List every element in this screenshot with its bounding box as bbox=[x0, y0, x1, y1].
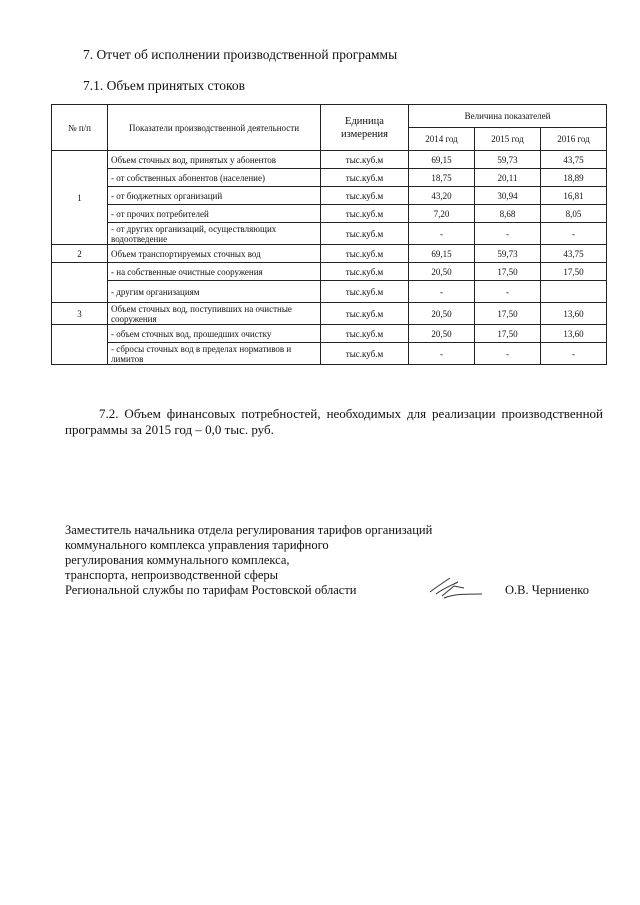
table-row bbox=[52, 223, 607, 245]
row-value-2015: 20,11 bbox=[475, 169, 541, 187]
row-value-2015: 8,68 bbox=[475, 205, 541, 223]
row-value-2015: - bbox=[475, 281, 541, 303]
financial-needs-paragraph: 7.2. Объем финансовых потребностей, необходимых для реализации производственной программы за 2015 год – 0,0 тыс. руб. bbox=[65, 406, 603, 437]
header-year-2015: 2015 год bbox=[475, 128, 541, 151]
header-indicator: Показатели производственной деятельности bbox=[108, 105, 321, 151]
table-row bbox=[52, 187, 607, 205]
header-values-group: Величина показателей bbox=[409, 105, 607, 128]
row-value-2014: - bbox=[409, 281, 475, 303]
handwritten-signature-icon bbox=[424, 574, 486, 602]
row-value-2016: 16,81 bbox=[541, 187, 607, 205]
row-value-2016: 17,50 bbox=[541, 263, 607, 281]
signature-line: Заместитель начальника отдела регулирования тарифов организаций bbox=[65, 523, 433, 537]
row-indicator: - от других организаций, осуществляющих водоотведение bbox=[108, 223, 321, 245]
row-value-2015: 17,50 bbox=[475, 303, 541, 325]
row-value-2016: 13,60 bbox=[541, 303, 607, 325]
group-number-empty bbox=[52, 263, 108, 303]
subsection-heading: 7.1. Объем принятых стоков bbox=[83, 78, 245, 93]
row-value-2016: 43,75 bbox=[541, 245, 607, 263]
row-value-2016: - bbox=[541, 343, 607, 365]
header-num: № п/п bbox=[52, 105, 108, 151]
row-value-2014: 20,50 bbox=[409, 325, 475, 343]
group-number: 1 bbox=[52, 151, 108, 245]
table-row bbox=[52, 281, 607, 303]
row-value-2016: 13,60 bbox=[541, 325, 607, 343]
table-row bbox=[52, 303, 607, 325]
header-unit: Единица измерения bbox=[321, 105, 409, 151]
table-row bbox=[52, 205, 607, 223]
table-header-row bbox=[52, 105, 607, 128]
row-value-2016: 8,05 bbox=[541, 205, 607, 223]
row-unit: тыс.куб.м bbox=[321, 151, 409, 169]
row-unit: тыс.куб.м bbox=[321, 325, 409, 343]
row-value-2015: 59,73 bbox=[475, 151, 541, 169]
row-value-2016: 43,75 bbox=[541, 151, 607, 169]
row-unit: тыс.куб.м bbox=[321, 281, 409, 303]
row-value-2014: 18,75 bbox=[409, 169, 475, 187]
group-number-empty bbox=[52, 325, 108, 365]
table-row bbox=[52, 263, 607, 281]
row-indicator: - объем сточных вод, прошедших очистку bbox=[108, 325, 321, 343]
table-row bbox=[52, 151, 607, 169]
signature-line: регулирования коммунального комплекса, bbox=[65, 553, 290, 567]
row-value-2014: 20,50 bbox=[409, 263, 475, 281]
wastewater-volume-table bbox=[51, 104, 607, 365]
row-indicator: Объем сточных вод, поступивших на очистные сооружения bbox=[108, 303, 321, 325]
signature-line: коммунального комплекса управления тарифного bbox=[65, 538, 329, 552]
row-value-2015: 30,94 bbox=[475, 187, 541, 205]
row-value-2014: 69,15 bbox=[409, 245, 475, 263]
signature-line: Региональной службы по тарифам Ростовской области bbox=[65, 583, 357, 597]
row-value-2014: 7,20 bbox=[409, 205, 475, 223]
table-row bbox=[52, 325, 607, 343]
group-number: 2 bbox=[52, 245, 108, 263]
group-number: 3 bbox=[52, 303, 108, 325]
row-unit: тыс.куб.м bbox=[321, 205, 409, 223]
row-value-2015: - bbox=[475, 223, 541, 245]
row-value-2014: - bbox=[409, 343, 475, 365]
row-indicator: - другим организациям bbox=[108, 281, 321, 303]
row-value-2015: 17,50 bbox=[475, 263, 541, 281]
header-year-2016: 2016 год bbox=[541, 128, 607, 151]
row-value-2015: 17,50 bbox=[475, 325, 541, 343]
row-unit: тыс.куб.м bbox=[321, 245, 409, 263]
table-row bbox=[52, 169, 607, 187]
row-unit: тыс.куб.м bbox=[321, 343, 409, 365]
row-indicator: Объем сточных вод, принятых у абонентов bbox=[108, 151, 321, 169]
row-indicator: - сбросы сточных вод в пределах нормативов и лимитов bbox=[108, 343, 321, 365]
row-indicator: - от бюджетных организаций bbox=[108, 187, 321, 205]
row-unit: тыс.куб.м bbox=[321, 187, 409, 205]
row-value-2016 bbox=[541, 281, 607, 303]
row-indicator: - от собственных абонентов (население) bbox=[108, 169, 321, 187]
row-unit: тыс.куб.м bbox=[321, 303, 409, 325]
row-value-2014: 20,50 bbox=[409, 303, 475, 325]
section-heading: 7. Отчет об исполнении производственной программы bbox=[83, 47, 398, 62]
row-indicator: - на собственные очистные сооружения bbox=[108, 263, 321, 281]
row-value-2016: 18,89 bbox=[541, 169, 607, 187]
row-indicator: - от прочих потребителей bbox=[108, 205, 321, 223]
header-year-2014: 2014 год bbox=[409, 128, 475, 151]
row-value-2014: 43,20 bbox=[409, 187, 475, 205]
row-value-2014: - bbox=[409, 223, 475, 245]
table-row bbox=[52, 245, 607, 263]
row-value-2016: - bbox=[541, 223, 607, 245]
row-value-2014: 69,15 bbox=[409, 151, 475, 169]
row-indicator: Объем транспортируемых сточных вод bbox=[108, 245, 321, 263]
row-value-2015: - bbox=[475, 343, 541, 365]
row-value-2015: 59,73 bbox=[475, 245, 541, 263]
row-unit: тыс.куб.м bbox=[321, 169, 409, 187]
row-unit: тыс.куб.м bbox=[321, 263, 409, 281]
signatory-name: О.В. Черниенко bbox=[505, 583, 589, 597]
table-row bbox=[52, 343, 607, 365]
row-unit: тыс.куб.м bbox=[321, 223, 409, 245]
signature-line: транспорта, непроизводственной сферы bbox=[65, 568, 279, 582]
